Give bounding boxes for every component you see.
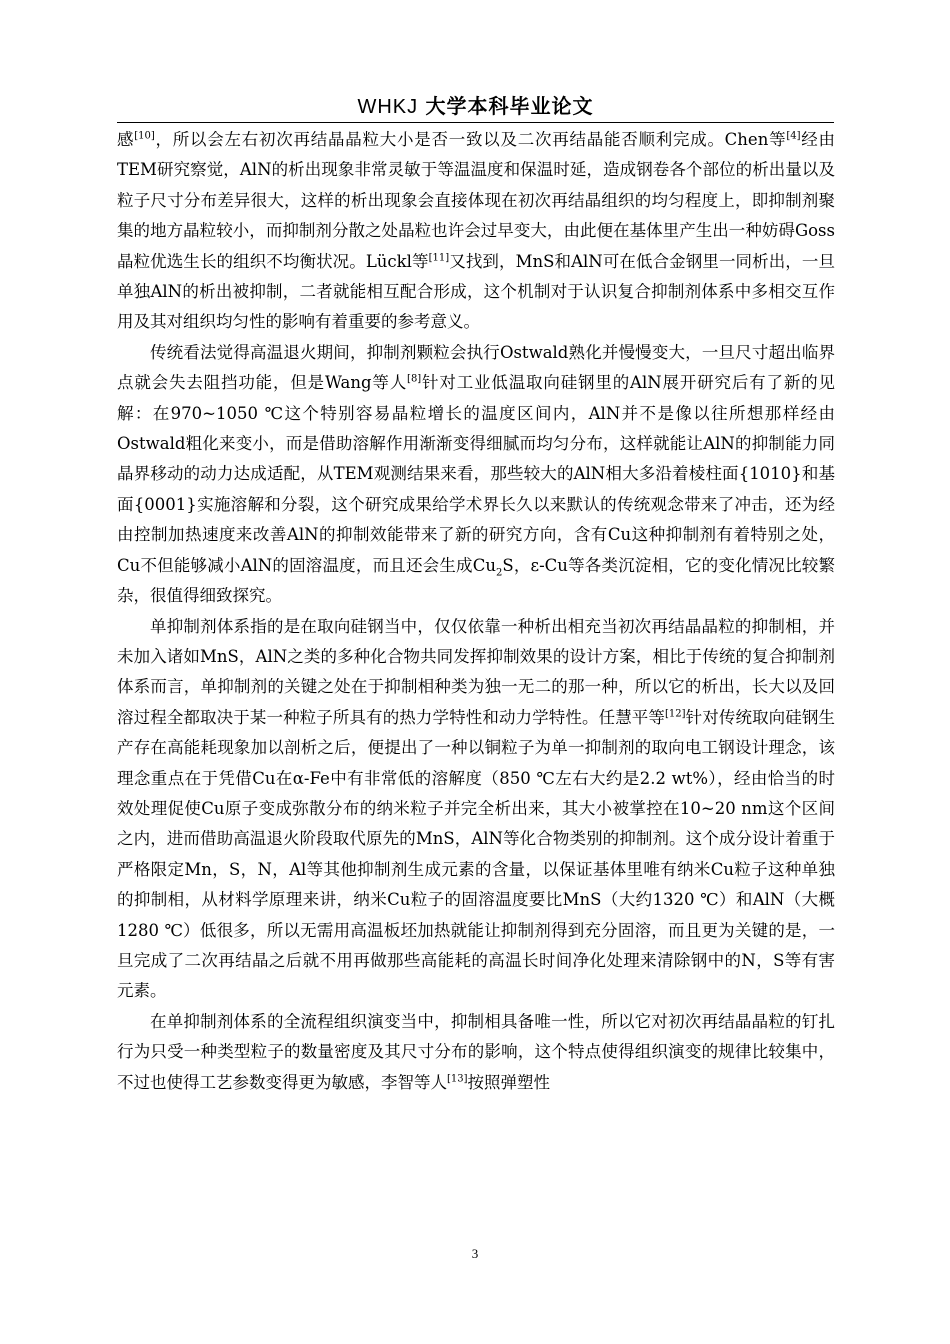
text-run: 在单抑制剂体系的全流程组织演变当中，抑制相具备唯一性，所以它对初次再结晶晶粒的钉扎行为只受一种类型粒子的数量密度及其尺寸分布的影响，这个特点使得组织演变的规律比较集中，不过也使得工艺参数变得更为敏感，李智等人	[117, 1011, 835, 1092]
citation-ref: [10]	[134, 130, 155, 142]
text-run: 针对传统取向硅钢生产存在高能耗现象加以剖析之后，便提出了一种以铜粒子为单一抑制剂的取向电工钢设计理念，该理念重点在于凭借Cu在α-Fe中有非常低的溶解度（850 ℃左右大约是2.2 wt%），经由恰当的时效处理促使Cu原子变成弥散分布的纳米粒子并完全析出来，其大小被掌控在10~20 nm这个区间之内，进而借助高温退火阶段取代原先的MnS，AlN等化合物类别的抑制剂。这个成分设计着重于严格限定Mn，S，N，Al等其他抑制剂生成元素的含量，以保证基体里唯有纳米Cu粒子这种单独的抑制相，从材料学原理来讲，纳米Cu粒子的固溶温度要比MnS（大约1320 ℃）和AlN（大概1280 ℃）低很多，所以无需用高温板坯加热就能让抑制剂得到充分固溶，而且更为关键的是，一旦完成了二次再结晶之后就不用再做那些高能耗的高温长时间净化处理来清除钢中的N，S等有害元素。	[117, 707, 836, 1001]
body-text	[117, 125, 835, 1098]
paragraph-4	[117, 1007, 835, 1098]
text-run: ，所以会左右初次再结晶晶粒大小是否一致以及二次再结晶能否顺利完成。Chen等	[154, 130, 787, 149]
text-run: 单抑制剂体系指的是在取向硅钢当中，仅仅依靠一种析出相充当初次再结晶晶粒的抑制相，并未加入诸如MnS，AlN之类的多种化合物共同发挥抑制效果的设计方案，相比于传统的复合抑制剂体系而言，单抑制剂的关键之处在于抑制相种类为独一无二的那一种，所以它的析出，长大以及回溶过程全都取决于某一种粒子所具有的热力学特性和动力学特性。任慧平等	[117, 616, 835, 727]
header-code: WHKJ	[357, 96, 419, 118]
header-title: 大学本科毕业论文	[425, 94, 594, 118]
citation-ref: [8]	[407, 373, 422, 385]
paragraph-1	[117, 125, 835, 338]
text-run: S，ε-Cu等各类沉淀相，它的变化情况比较繁杂，很值得细致探究。	[117, 555, 835, 606]
citation-ref: [11]	[428, 252, 450, 264]
paragraph-3	[117, 612, 835, 1007]
paragraph-2	[117, 338, 835, 612]
text-run: 针对工业低温取向硅钢里的AlN展开研究后有了新的见解：在970~1050 ℃这个特别容易晶粒增长的温度区间内，AlN并不是像以往所想那样经由Ostwald粗化来变小，而是借助溶解作用渐渐变得细腻而均匀分布，这样就能让AlN的抑制能力同晶界移动的动力达成适配，从TEM观测结果来看，那些较大的AlN相大多沿着棱柱面{1010}和基面{0001}实施溶解和分裂，这个研究成果给学术界长久以来默认的传统观念带来了冲击，还为经由控制加热速度来改善AlN的抑制效能带来了新的研究方向，含有Cu这种抑制剂有着特别之处，Cu不但能够减小AlN的固溶温度，而且还会生成Cu	[117, 373, 835, 575]
subscript: 2	[495, 566, 503, 578]
text-run: 按照弹塑性	[467, 1072, 551, 1092]
text-run: 感	[117, 130, 135, 149]
citation-ref: [13]	[447, 1073, 468, 1085]
page-number: 3	[471, 1246, 479, 1261]
text-run: 经由TEM研究察觉，AlN的析出现象非常灵敏于等温温度和保温时延，造成钢卷各个部位的析出量以及粒子尺寸分布差异很大，这样的析出现象会直接体现在初次再结晶组织的均匀程度上，即抑制剂聚集的地方晶粒较小，而抑制剂分散之处晶粒也许会过早变大，由此便在基体里产生出一种妨碍Goss晶粒优选生长的组织不均衡状况。Lückl等	[117, 130, 835, 271]
text-run: 传统看法觉得高温退火期间，抑制剂颗粒会执行Ostwald熟化并慢慢变大，一旦尺寸超出临界点就会失去阻挡功能，但是Wang等人	[117, 342, 835, 393]
running-header	[117, 92, 834, 123]
citation-ref: [12]	[665, 708, 686, 720]
citation-ref: [4]	[786, 130, 801, 142]
text-run: 又找到，MnS和AlN可在低合金钢里一同析出，一旦单独AlN的析出被抑制，二者就能相互配合形成，这个机制对于认识复合抑制剂体系中多相交互作用及其对组织均匀性的影响有着重要的参考意义。	[117, 251, 835, 332]
